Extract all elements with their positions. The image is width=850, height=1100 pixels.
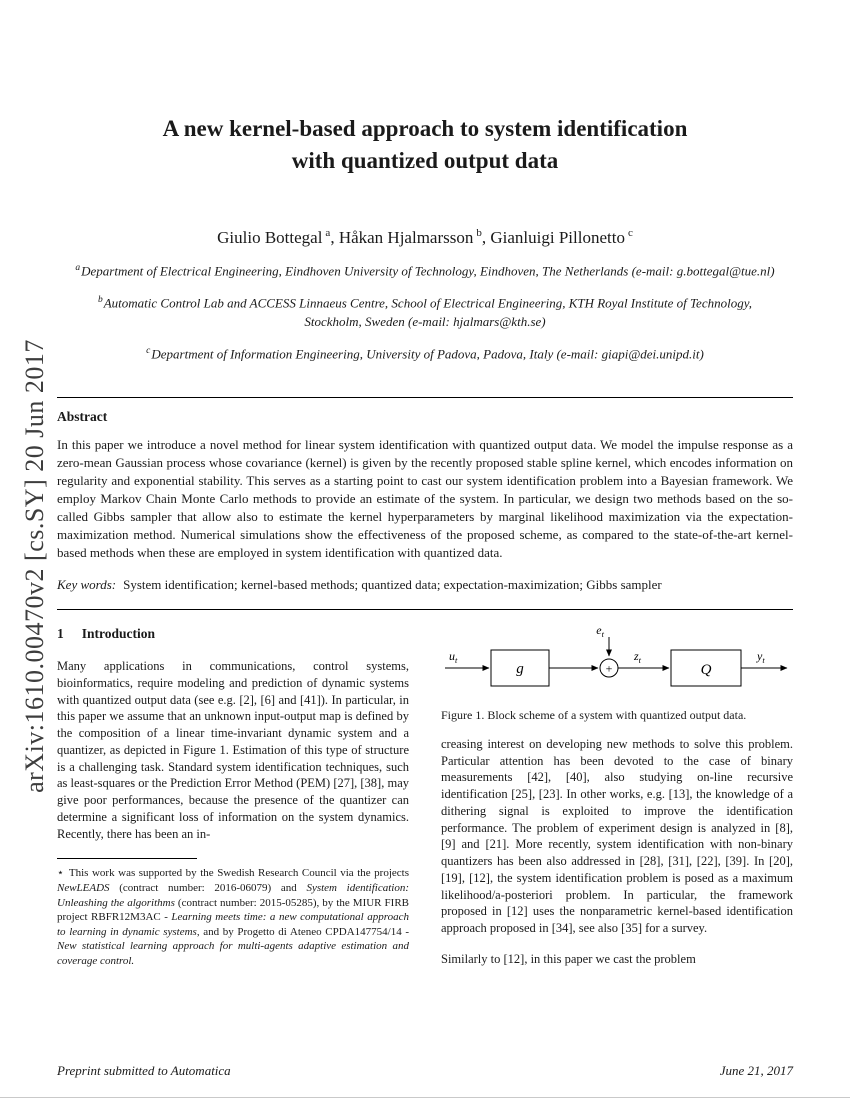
paper-title-line2: with quantized output data xyxy=(291,148,559,174)
intermediate-signal-label: $z_t$ xyxy=(634,649,642,665)
left-column xyxy=(57,620,409,969)
affiliation-text: Automatic Control Lab and ACCESS Linnaeus Centre, School of Electrical Engineering, KTH Royal Institute of Technology, Stockholm, Sweden (e-mail: hjalmars@kth.se) xyxy=(103,295,753,330)
right-column xyxy=(441,620,793,968)
quantizer-block-label: Q xyxy=(700,662,712,678)
footnote-marker: ⋆ xyxy=(57,867,64,880)
abstract-section xyxy=(57,397,793,610)
intro-paragraph-2: Similarly to [12], in this paper we cast the problem xyxy=(441,951,696,966)
author-name: Gianluigi Pillonetto xyxy=(490,227,625,247)
figure-caption: Figure 1. Block scheme of a system with quantized output data. xyxy=(441,708,747,722)
affiliation-mark: a xyxy=(75,263,81,273)
author-affmark: b xyxy=(476,227,482,239)
section-number: 1 xyxy=(57,626,64,641)
author-name: Håkan Hjalmarsson xyxy=(338,227,474,247)
footnote-segment: , and by Progetto di Ateneo CPDA147754/14 - xyxy=(196,925,409,938)
page-bottom-edge xyxy=(0,1097,850,1098)
footer-date: June 21, 2017 xyxy=(719,1063,793,1078)
author xyxy=(490,228,632,247)
abstract-text: In this paper we introduce a novel method for linear system identification with quantized output data. We model the impulse response as a zero-mean Gaussian process whose covariance (kernel) is given by the recently proposed stable spline kernel, which encodes information on regularity and exponential stability. This serves as a starting point to cast our system identification problem into a Bayesian framework. We employ Markov Chain Monte Carlo methods to provide an estimate of the system. In particular, we design two methods based on the so-called Gibbs sampler that allow also to estimate the kernel hyperparameters by marginal likelihood maximization via the expectation-maximization method. Numerical simulations show the effectiveness of the proposed scheme, as compared to the state-of-the-art kernel-based methods when these are employed in system identification with quantized data. xyxy=(57,437,793,560)
author-line xyxy=(0,227,850,248)
paper-title-line1: A new kernel-based approach to system identification xyxy=(162,116,688,141)
author xyxy=(339,228,491,247)
affiliation-text: Department of Electrical Engineering, Eindhoven University of Technology, Eindhoven, The Netherlands (e-mail: g.bottegal@tue.nl) xyxy=(81,263,775,279)
intro-paragraph-continued: creasing interest on developing new methods to solve this problem. Particular attention has been devoted to the case of binary measurements [42], [40], also studying on-line recursive identification [25], [23]. In other works, e.g. [13], the knowledge of a dithering signal is exploited to improve the identification performance. The problem of experiment design is analyzed in [8], [9] and [21]. More recently, system identification with non-binary quantizers has been also addressed in [28], [31], [22], [39]. In [20], [19], [12], the system identification problem is posed as a maximum likelihood/a-posteriori problem. In particular, the framework proposed in [12] uses the nonparametric kernel-based identification approach proposed in [34], see also [35] for a survey. xyxy=(441,736,793,936)
arxiv-watermark: arXiv:1610.00470v2 [cs.SY] 20 Jun 2017 xyxy=(20,339,49,793)
sum-plus-sign: + xyxy=(605,661,613,676)
footnote-segment: System identification: Unleashing the algorithms xyxy=(57,881,410,909)
footnote-rule xyxy=(57,858,197,859)
abstract-heading: Abstract xyxy=(57,409,108,424)
keywords-line xyxy=(57,577,793,593)
section-heading-introduction xyxy=(57,626,409,642)
footnote-segment: Learning meets time: a new computational approach to learning in dynamic systems xyxy=(57,911,409,938)
author-separator: , xyxy=(330,227,339,247)
footnote-segment: NewLEADS xyxy=(57,881,110,894)
footnote-segment: New statistical learning approach for multi-agents adaptive estimation and coverage control. xyxy=(57,940,409,967)
affiliation-mark: c xyxy=(146,346,151,357)
keywords-text: System identification; kernel-based methods; quantized data; expectation-maximization; Gibbs sampler xyxy=(123,576,662,592)
author-name: Giulio Bottegal xyxy=(217,227,323,247)
intro-paragraph: Many applications in communications, control systems, bioinformatics, require modeling and prediction of dynamic systems with quantized output data (see e.g. [2], [6] and [41]). In particular, in this paper we assume that an unknown input-output map is defined by the composition of a linear time-invariant dynamic system and a quantizer, as depicted in Figure 1. Estimation of this type of structure is a challenging task. Standard system identification techniques, such as least-squares or the Prediction Error Method (PEM) [27], [38], may give poor performances, because the presence of the quantizer can determine a significant loss of information on the system dynamics. Recently, there has been an in- xyxy=(57,659,409,841)
footnote-block xyxy=(57,858,409,968)
footnote-text xyxy=(57,866,409,968)
figure-1 xyxy=(441,622,793,724)
paper-title xyxy=(0,113,850,177)
footer-journal-note: Preprint submitted to Automatica xyxy=(57,1063,231,1078)
input-signal-label: $u_t$ xyxy=(449,649,458,665)
affiliation-text: Department of Information Engineering, University of Padova, Padova, Italy (e-mail: giapi@dei.unipd.it) xyxy=(151,346,704,362)
author xyxy=(217,228,339,247)
affiliation xyxy=(75,345,775,364)
footnote-segment: This work was supported by the Swedish Research Council via the projects xyxy=(68,867,409,880)
affiliation xyxy=(75,294,775,332)
output-signal-label: $y_t$ xyxy=(757,649,765,665)
footnote-segment: (contract number: 2016-06079) and xyxy=(109,881,307,894)
plant-block-label: g xyxy=(516,661,524,677)
affiliation-mark: b xyxy=(97,295,103,306)
affiliation-list xyxy=(75,262,775,377)
noise-signal-label: $e_t$ xyxy=(596,623,604,639)
keywords-label: Key words: xyxy=(57,576,117,592)
section-title: Introduction xyxy=(81,626,156,641)
block-diagram xyxy=(441,622,793,702)
author-affmark: c xyxy=(627,227,633,239)
affiliation xyxy=(75,262,775,281)
footnote-segment: (contract number: 2015-05285), by the MIUR FIRB project RBFR12M3AC - xyxy=(57,896,409,924)
author-separator: , xyxy=(481,227,491,247)
author-affmark: a xyxy=(325,227,331,239)
